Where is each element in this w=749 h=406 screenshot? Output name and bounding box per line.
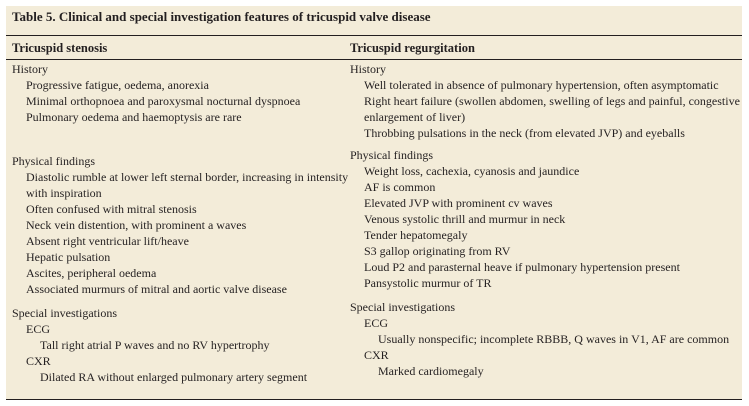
ecg-finding: Usually nonspecific; incomplete RBBB, Q waves in V1, AF are common [378, 332, 730, 346]
bottom-rule [6, 399, 742, 400]
list-item: Minimal orthopnoea and paroxysmal nocturnal dyspnoea [26, 94, 301, 108]
section-label: Physical findings [12, 154, 95, 168]
list-item: Neck vein distention, with prominent a waves [26, 218, 247, 232]
regurgitation-column [350, 61, 740, 385]
list-item: Pansystolic murmur of TR [364, 276, 492, 290]
regurgitation-physical-section [350, 147, 740, 291]
header-tricuspid-stenosis: Tricuspid stenosis [12, 41, 108, 55]
title-rule [6, 35, 742, 36]
section-label: Physical findings [350, 148, 433, 162]
stenosis-history-list [12, 77, 352, 125]
header-tricuspid-regurgitation: Tricuspid regurgitation [350, 41, 475, 55]
list-item: Ascites, peripheral oedema [26, 266, 157, 280]
header-rule [6, 59, 742, 60]
list-item: Throbbing pulsations in the neck (from elevated JVP) and eyeballs [364, 126, 685, 140]
list-item: Elevated JVP with prominent cv waves [364, 196, 553, 210]
list-item: S3 gallop originating from RV [364, 244, 511, 258]
list-item: Pulmonary oedema and haemoptysis are rare [26, 110, 242, 124]
list-item: Right heart failure (swollen abdomen, swelling of legs and painful, congestive enlargement of liver) [364, 94, 740, 124]
ecg-label: ECG [364, 316, 388, 330]
regurgitation-history-list [350, 77, 740, 141]
section-label: Special investigations [12, 306, 117, 320]
table-title: Table 5. Clinical and special investigation features of tricuspid valve disease [12, 9, 431, 24]
list-item: Associated murmurs of mitral and aortic valve disease [26, 282, 287, 296]
section-label: Special investigations [350, 300, 455, 314]
list-item: Venous systolic thrill and murmur in neck [364, 212, 566, 226]
list-item: Hepatic pulsation [26, 250, 111, 264]
ecg-label: ECG [26, 322, 50, 336]
cxr-label: CXR [364, 348, 389, 362]
section-label: History [350, 62, 386, 76]
section-label: History [12, 62, 48, 76]
list-item: Weight loss, cachexia, cyanosis and jaundice [364, 164, 580, 178]
regurgitation-history-section [350, 61, 740, 141]
stenosis-physical-list [12, 169, 352, 297]
list-item: Absent right ventricular lift/heave [26, 234, 189, 248]
cxr-finding: Marked cardiomegaly [378, 364, 484, 378]
cxr-finding: Dilated RA without enlarged pulmonary artery segment [40, 370, 308, 384]
list-item: Often confused with mitral stenosis [26, 202, 197, 216]
list-item: Well tolerated in absence of pulmonary hypertension, often asymptomatic [364, 78, 719, 92]
regurgitation-special-section [350, 299, 740, 379]
regurgitation-physical-list [350, 163, 740, 291]
stenosis-history-section [12, 61, 352, 125]
list-item: Diastolic rumble at lower left sternal border, increasing in intensity with inspiration [26, 170, 349, 200]
cxr-label: CXR [26, 354, 51, 368]
list-item: Loud P2 and parasternal heave if pulmonary hypertension present [364, 260, 680, 274]
list-item: AF is common [364, 180, 436, 194]
list-item: Tender hepatomegaly [364, 228, 468, 242]
clinical-features-table [6, 6, 742, 400]
stenosis-physical-section [12, 153, 352, 297]
ecg-finding: Tall right atrial P waves and no RV hypertrophy [40, 338, 270, 352]
stenosis-column [12, 61, 352, 391]
stenosis-special-section [12, 305, 352, 385]
list-item: Progressive fatigue, oedema, anorexia [26, 78, 209, 92]
